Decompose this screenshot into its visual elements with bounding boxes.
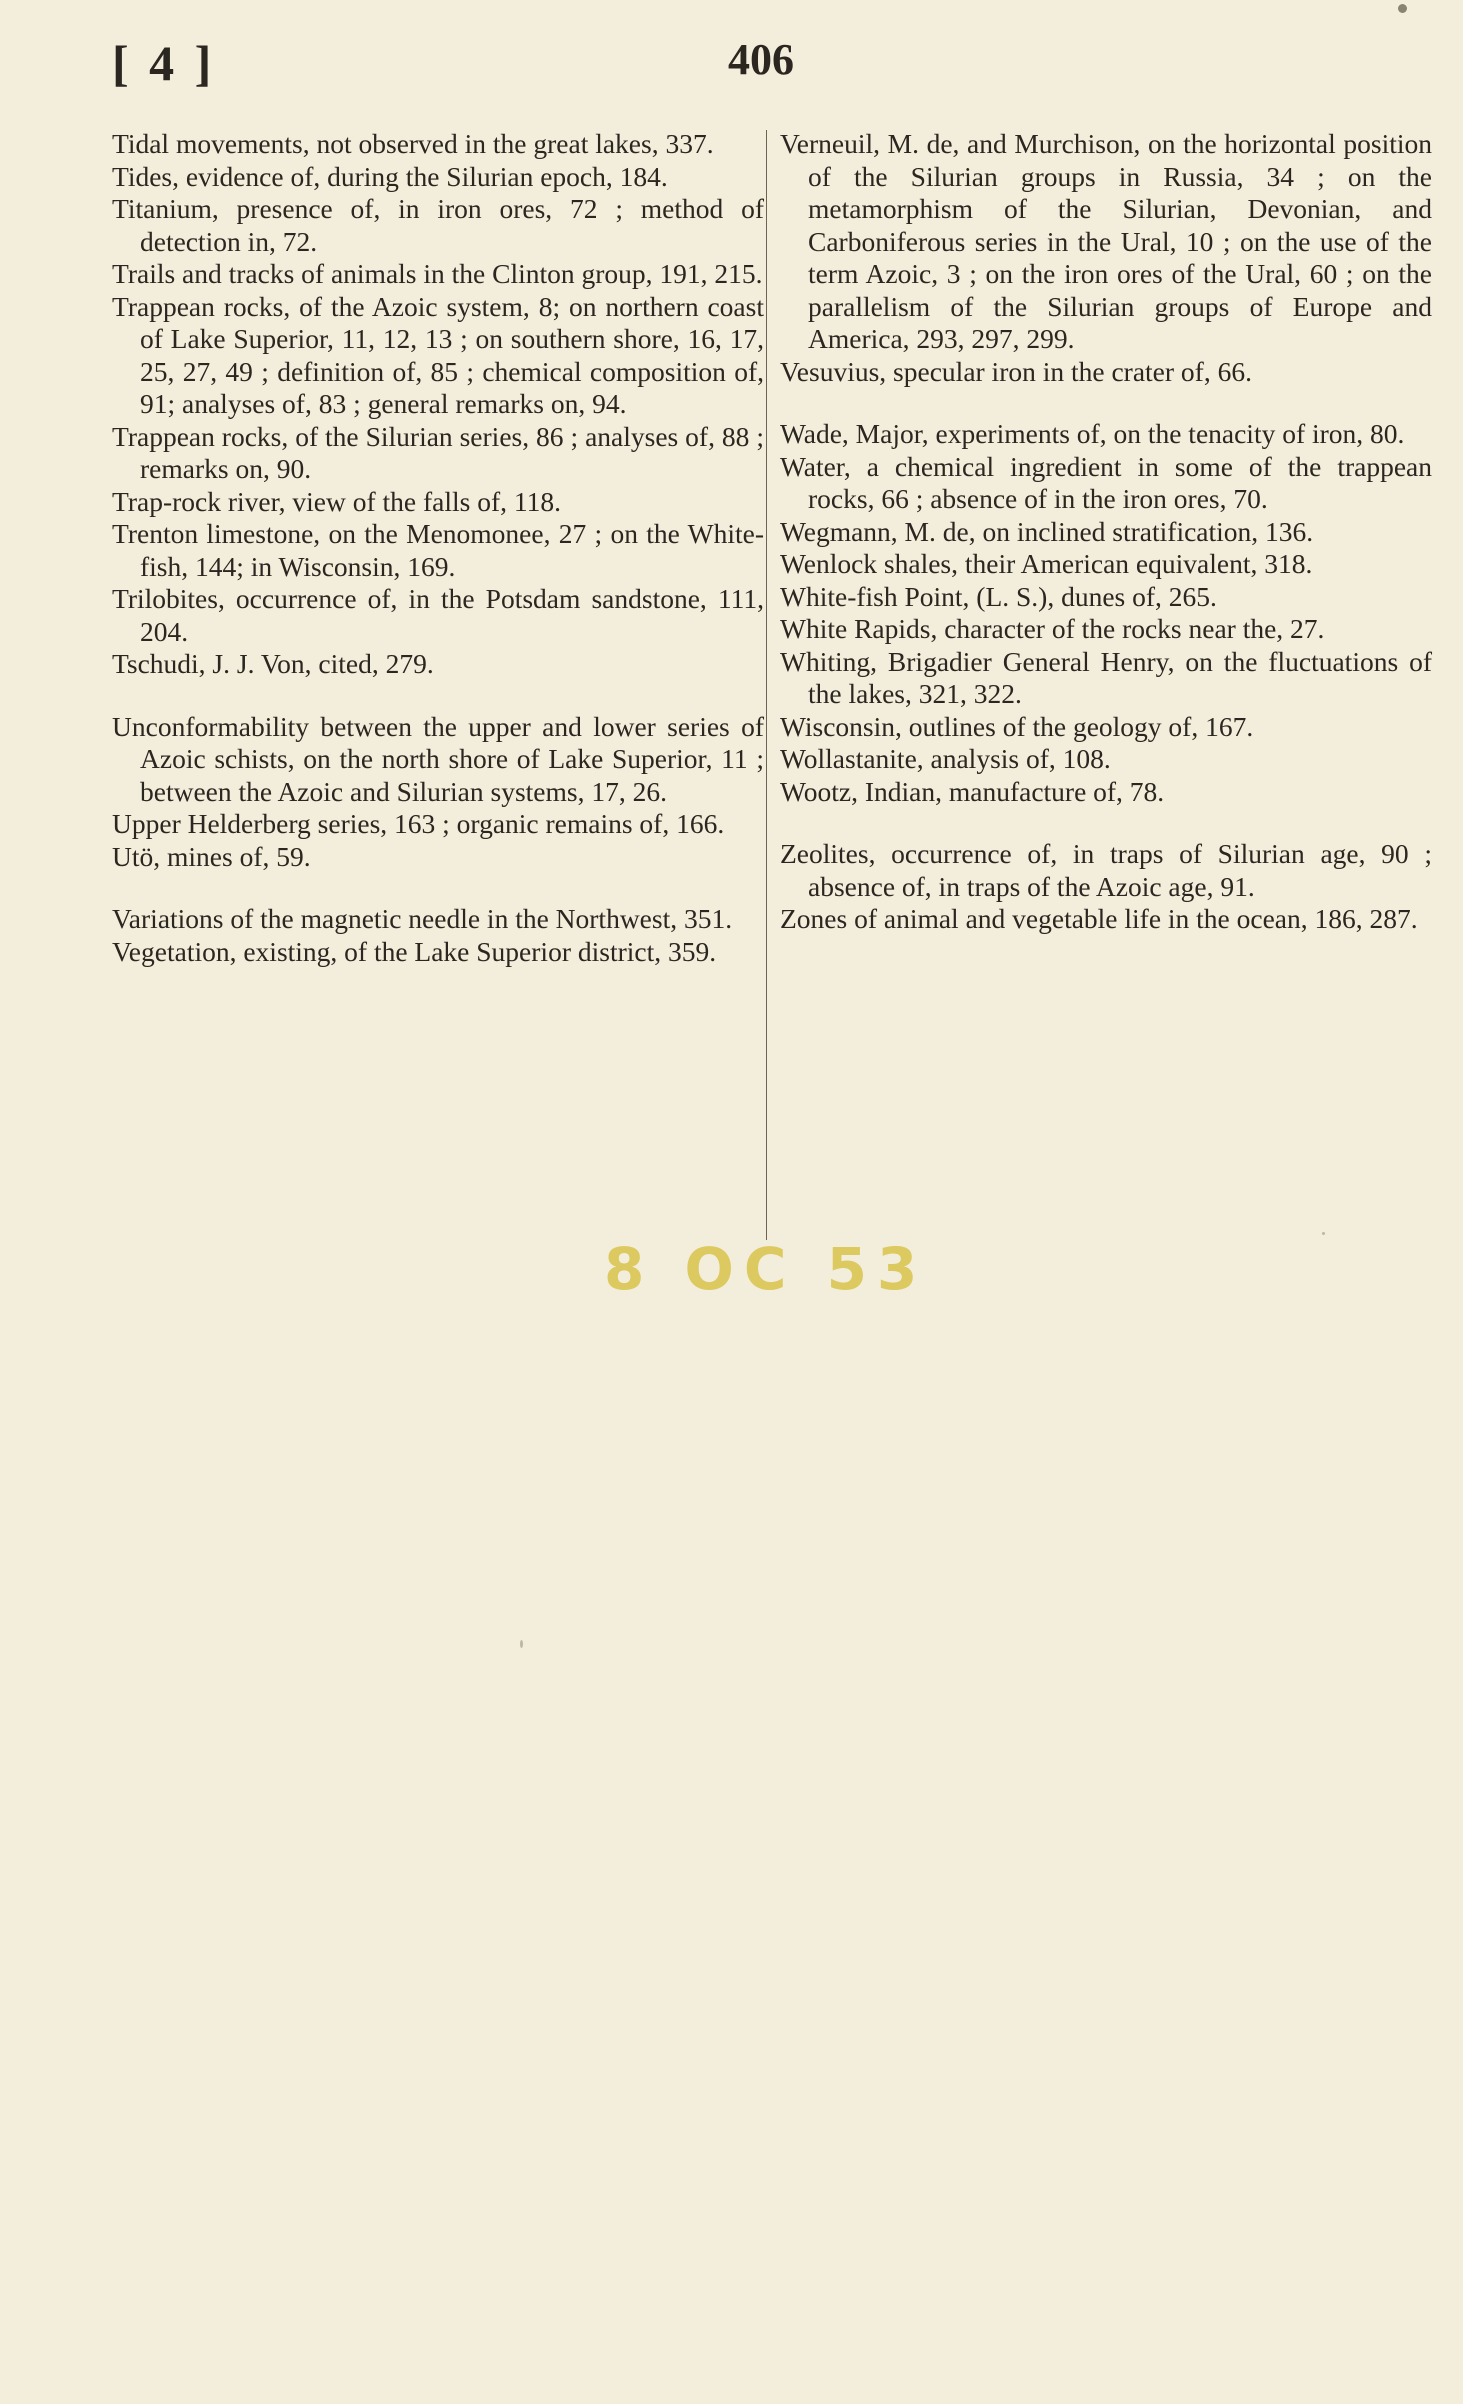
- index-entry: Zones of animal and vegetable life in the ocean, 186, 287.: [780, 903, 1418, 934]
- index-entry: Trenton limestone, on the Menomonee, 27 ; on the White-fish, 144; in Wisconsin, 169.: [112, 518, 764, 582]
- index-entry: Whiting, Brigadier General Henry, on the fluctuations of the lakes, 321, 322.: [780, 645, 1432, 709]
- index-entry: Vesuvius, specular iron in the crater of, 66.: [780, 355, 1252, 387]
- ink-speck: [1398, 4, 1407, 13]
- index-entry: Trails and tracks of animals in the Clinton group, 191, 215.: [112, 258, 763, 289]
- index-column-left: [112, 128, 764, 968]
- index-entry: Verneuil, M. de, and Murchison, on the horizontal position of the Silurian groups in Russia, 34 ; on the metamorphism of the Silurian, Devonian, and Carboniferous series in the Ural, 10 ; on the use of the term Azoic, 3 ; on the iron ores of the Ural, 60 ; on the parallelism of the Silurian groups of Europe and America, 293, 297, 299.: [780, 128, 1432, 354]
- index-entry: Trap-rock river, view of the falls of, 118.: [112, 485, 561, 517]
- index-entry: Wenlock shales, their American equivalent, 318.: [780, 548, 1313, 579]
- index-entry: Wollastanite, analysis of, 108.: [780, 743, 1111, 774]
- ink-speck: [1322, 1232, 1325, 1235]
- index-entry: Tides, evidence of, during the Silurian epoch, 184.: [112, 160, 668, 192]
- index-entry: Tidal movements, not observed in the great lakes, 337.: [112, 128, 714, 159]
- index-entry: Upper Helderberg series, 163 ; organic remains of, 166.: [112, 808, 725, 839]
- library-date-stamp: 8 OC 53: [604, 1235, 928, 1303]
- index-entry: White Rapids, character of the rocks near the, 27.: [780, 613, 1325, 644]
- index-entry: Trappean rocks, of the Silurian series, 86 ; analyses of, 88 ; remarks on, 90.: [112, 420, 764, 484]
- index-entry: Trilobites, occurrence of, in the Potsdam sandstone, 111, 204.: [112, 583, 764, 647]
- column-divider: [766, 130, 767, 1240]
- index-entry: Vegetation, existing, of the Lake Superior district, 359.: [112, 935, 717, 967]
- index-entry: Tschudi, J. J. Von, cited, 279.: [112, 648, 434, 679]
- signature-mark: [ 4 ]: [112, 35, 216, 91]
- index-column-right: [780, 128, 1432, 936]
- index-entry: Utö, mines of, 59.: [112, 840, 311, 872]
- index-entry: Wegmann, M. de, on inclined stratification, 136.: [780, 515, 1314, 547]
- index-entry: White-fish Point, (L. S.), dunes of, 265.: [780, 580, 1217, 612]
- index-entry: Zeolites, occurrence of, in traps of Silurian age, 90 ; absence of, in traps of the Azoic age, 91.: [780, 838, 1432, 902]
- index-entry: Wootz, Indian, manufacture of, 78.: [780, 775, 1165, 807]
- index-entry: Wisconsin, outlines of the geology of, 167.: [780, 710, 1254, 742]
- index-entry: Titanium, presence of, in iron ores, 72 ; method of detection in, 72.: [112, 193, 764, 257]
- index-entry: Variations of the magnetic needle in the Northwest, 351.: [112, 903, 733, 934]
- page-number: 406: [728, 35, 794, 84]
- index-entry: Water, a chemical ingredient in some of the trappean rocks, 66 ; absence of in the iron ores, 70.: [780, 450, 1432, 514]
- index-entry: Unconformability between the upper and lower series of Azoic schists, on the north shore of Lake Superior, 11 ; between the Azoic and Silurian systems, 17, 26.: [112, 710, 764, 807]
- ink-speck: [520, 1640, 523, 1648]
- index-entry: Wade, Major, experiments of, on the tenacity of iron, 80.: [780, 418, 1405, 449]
- index-entry: Trappean rocks, of the Azoic system, 8; on northern coast of Lake Superior, 11, 12, 13 ; on southern shore, 16, 17, 25, 27, 49 ; definition of, 85 ; chemical composition of, 91; analyses of, 83 ; general remarks on, 94.: [112, 290, 764, 419]
